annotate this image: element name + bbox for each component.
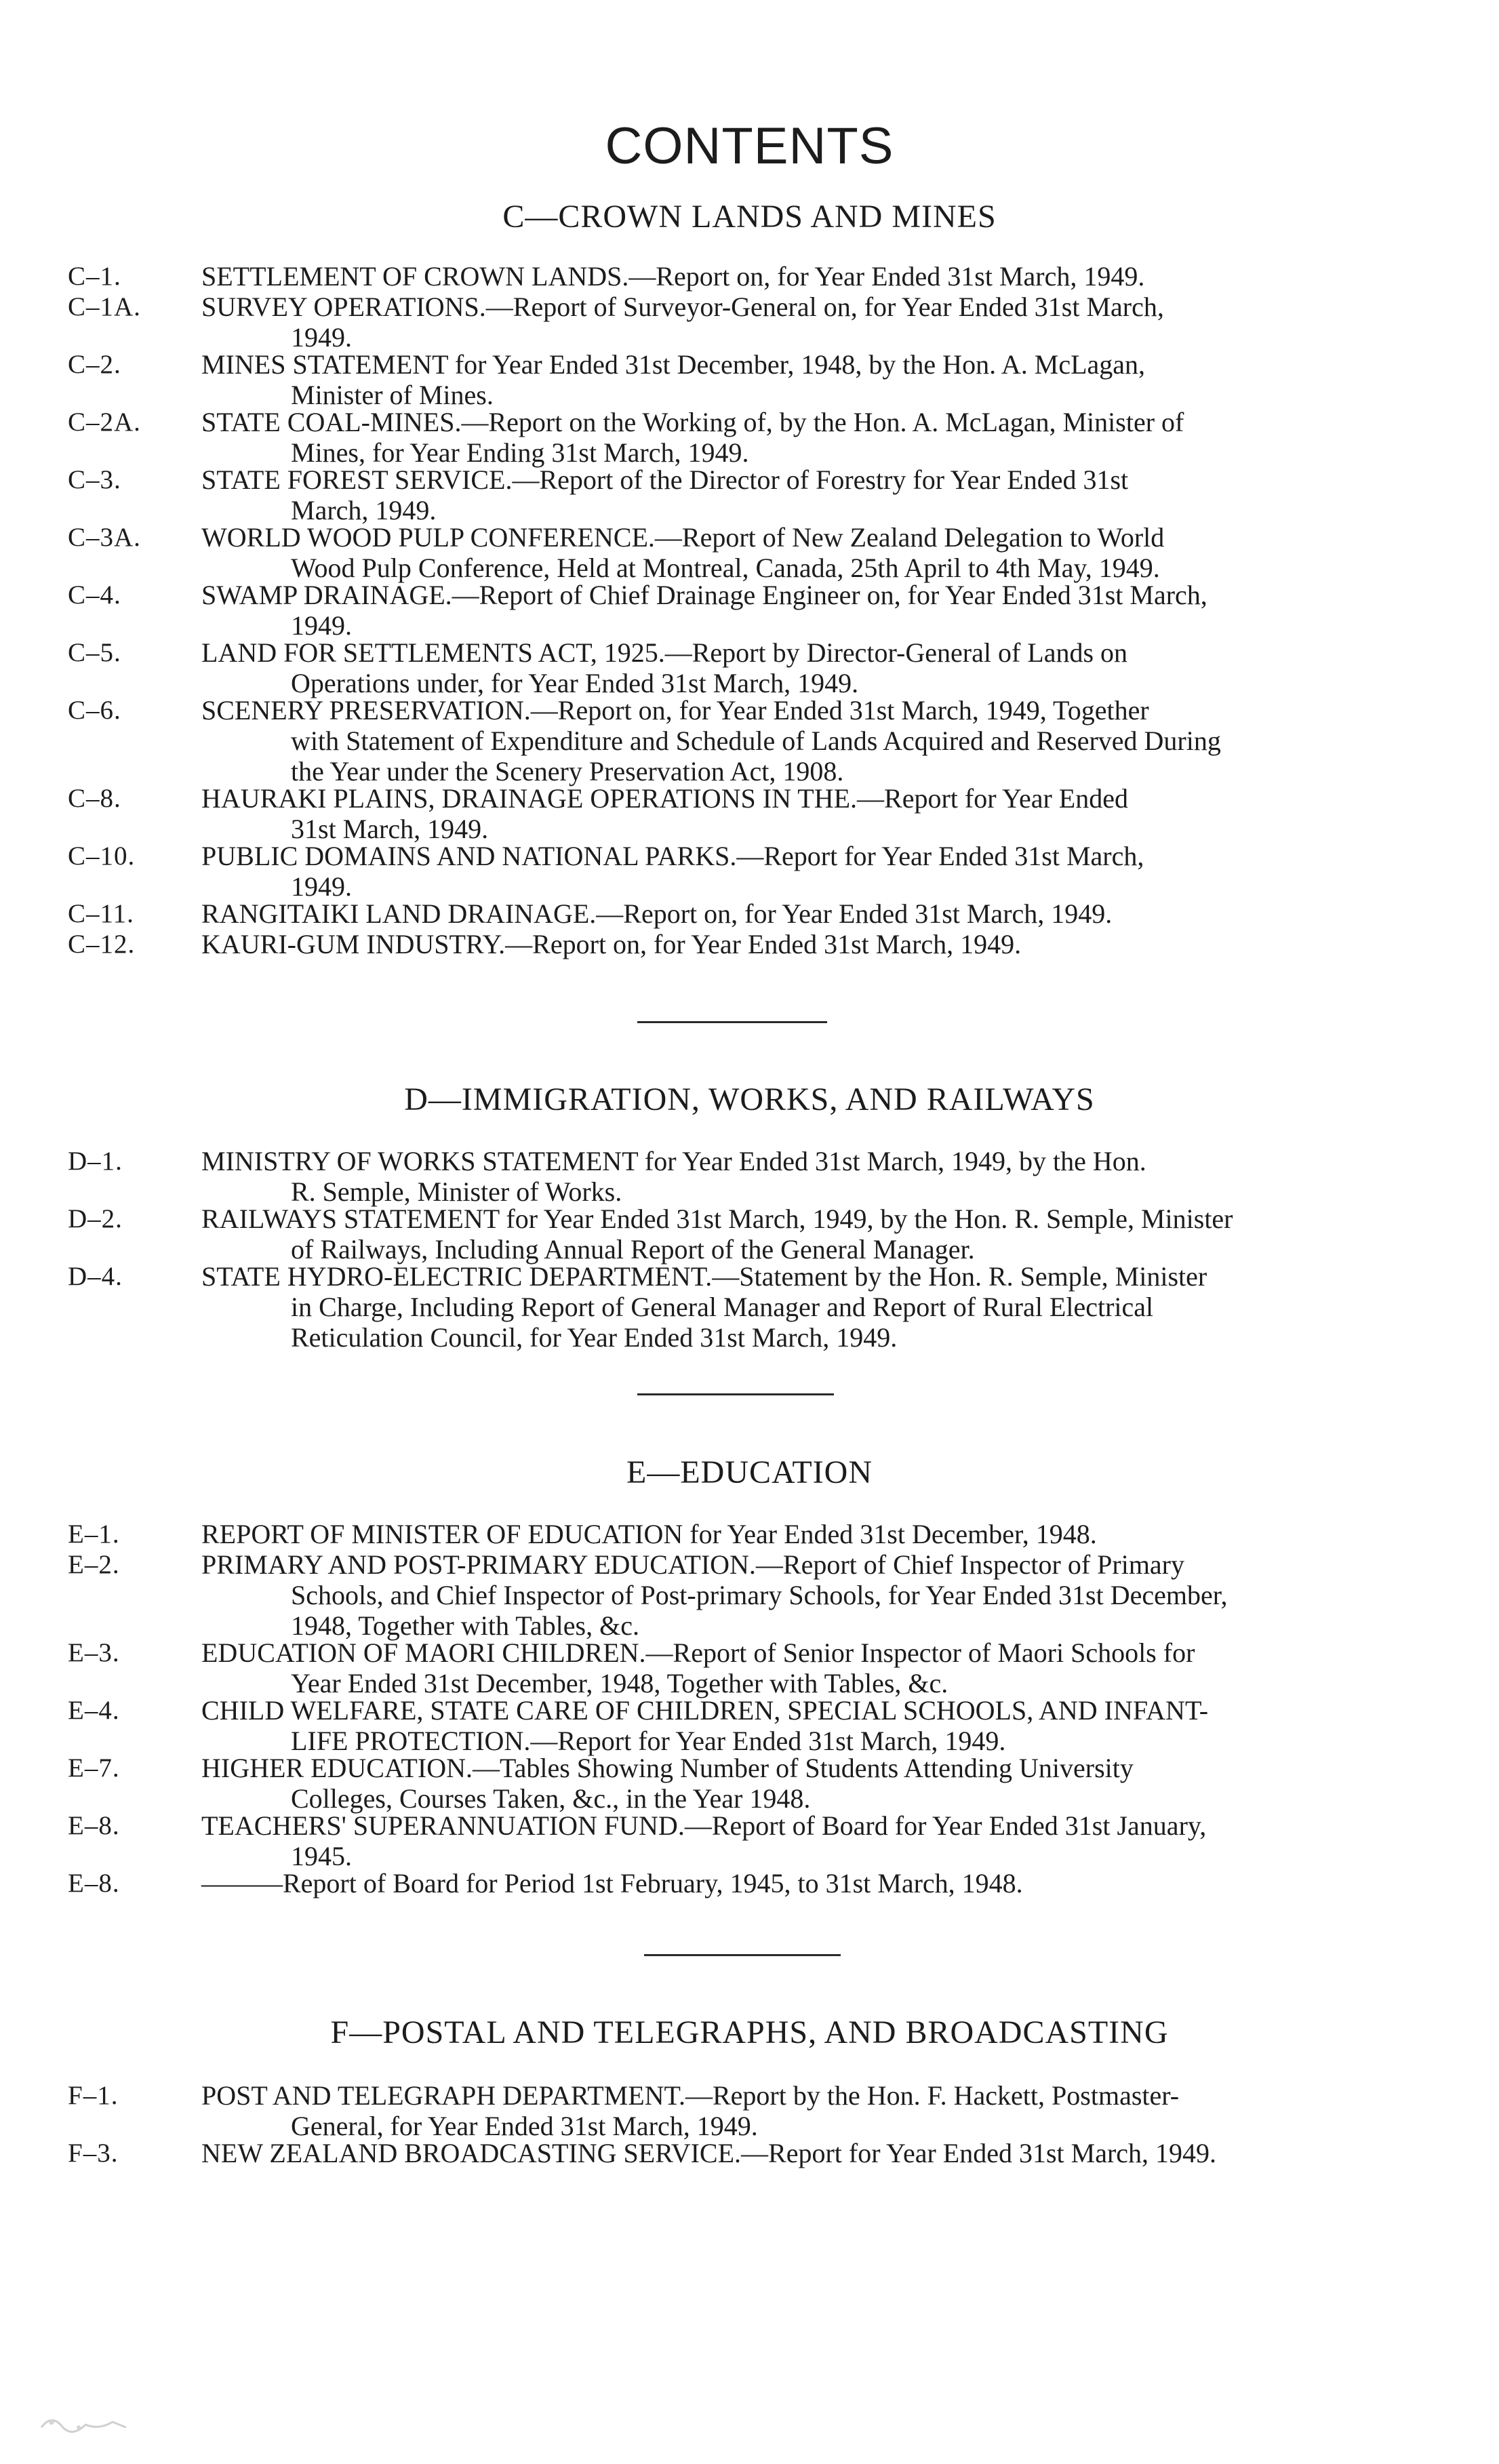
entry-code: C–6.: [68, 696, 121, 725]
entry-description: [201, 407, 1439, 468]
entry-line: STATE FOREST SERVICE.—Report of the Director of Forestry for Year Ended 31st: [201, 464, 1129, 495]
entry-line: Minister of Mines.: [291, 380, 494, 410]
entry-line: TEACHERS' SUPERANNUATION FUND.—Report of Board for Year Ended 31st January,: [201, 1810, 1207, 1841]
entry-line: 1949.: [291, 610, 352, 641]
print-smudge: [38, 2407, 133, 2434]
entry-description: [201, 929, 1439, 959]
entry-line: RANGITAIKI LAND DRAINAGE.—Report on, for Year Ended 31st March, 1949.: [201, 898, 1113, 929]
entry-line: March, 1949.: [291, 495, 437, 525]
entry-code: C–2A.: [68, 408, 141, 437]
entry-description: [201, 1146, 1439, 1207]
entry-code: C–1.: [68, 262, 121, 291]
entry-description: [201, 1204, 1439, 1265]
entry-line: in Charge, Including Report of General Manager and Report of Rural Electrical: [291, 1292, 1154, 1322]
entry-code: E–1.: [68, 1519, 120, 1549]
entry-line: STATE HYDRO-ELECTRIC DEPARTMENT.—Statement by the Hon. R. Semple, Minister: [201, 1261, 1207, 1292]
entry-line: R. Semple, Minister of Works.: [291, 1176, 622, 1207]
entry-line: MINISTRY OF WORKS STATEMENT for Year Ended 31st March, 1949, by the Hon.: [201, 1146, 1146, 1176]
entry-description: [201, 1868, 1439, 1899]
entry-description: [201, 2080, 1439, 2141]
entry-line: 1945.: [291, 1841, 352, 1871]
entry-line: LAND FOR SETTLEMENTS ACT, 1925.—Report by Director-General of Lands on: [201, 637, 1128, 668]
entry-line: with Statement of Expenditure and Schedule of Lands Acquired and Reserved During: [291, 726, 1221, 756]
entry-code: E–4.: [68, 1696, 120, 1725]
entry-line: Mines, for Year Ending 31st March, 1949.: [291, 437, 749, 468]
page-title: CONTENTS: [605, 117, 894, 175]
entry-code: F–3.: [68, 2139, 119, 2168]
entry-description: [201, 292, 1439, 353]
entry-line: the Year under the Scenery Preservation Act, 1908.: [291, 756, 844, 787]
entry-code: E–8.: [68, 1811, 120, 1840]
entry-description: [201, 1261, 1439, 1353]
entry-line: 1949.: [291, 871, 352, 902]
entry-line: POST AND TELEGRAPH DEPARTMENT.—Report by the Hon. F. Hackett, Postmaster-: [201, 2080, 1180, 2111]
entry-line: of Railways, Including Annual Report of the General Manager.: [291, 1234, 975, 1265]
entry-line: STATE COAL-MINES.—Report on the Working of, by the Hon. A. McLagan, Minister of: [201, 407, 1184, 437]
entry-description: [201, 1549, 1439, 1641]
entry-description: [201, 464, 1439, 525]
entry-code: C–4.: [68, 580, 121, 610]
entry-line: MINES STATEMENT for Year Ended 31st December, 1948, by the Hon. A. McLagan,: [201, 349, 1146, 380]
entry-code: C–1A.: [68, 292, 141, 321]
section-divider: [637, 1393, 834, 1395]
entry-code: C–11.: [68, 899, 134, 928]
entry-code: D–4.: [68, 1262, 123, 1291]
entry-line: PRIMARY AND POST-PRIMARY EDUCATION.—Report of Chief Inspector of Primary: [201, 1549, 1184, 1580]
section-heading: C—CROWN LANDS AND MINES: [502, 199, 997, 235]
entry-line: ———Report of Board for Period 1st February, 1945, to 31st March, 1948.: [201, 1868, 1023, 1899]
entry-code: C–2.: [68, 350, 121, 379]
entry-description: [201, 522, 1439, 583]
entry-description: [201, 580, 1439, 641]
entry-line: WORLD WOOD PULP CONFERENCE.—Report of New Zealand Delegation to World: [201, 522, 1165, 553]
entry-code: E–3.: [68, 1638, 120, 1667]
entry-code: C–8.: [68, 784, 121, 813]
section-divider: [637, 1021, 827, 1023]
entry-line: EDUCATION OF MAORI CHILDREN.—Report of Senior Inspector of Maori Schools for: [201, 1637, 1195, 1668]
entry-line: KAURI-GUM INDUSTRY.—Report on, for Year Ended 31st March, 1949.: [201, 929, 1022, 959]
entry-line: SETTLEMENT OF CROWN LANDS.—Report on, for Year Ended 31st March, 1949.: [201, 261, 1145, 292]
entry-line: PUBLIC DOMAINS AND NATIONAL PARKS.—Report for Year Ended 31st March,: [201, 841, 1144, 871]
section-divider: [644, 1954, 841, 1956]
entry-line: SURVEY OPERATIONS.—Report of Surveyor-General on, for Year Ended 31st March,: [201, 292, 1164, 322]
entry-code: E–2.: [68, 1550, 120, 1579]
entry-code: F–1.: [68, 2081, 119, 2110]
entry-line: SCENERY PRESERVATION.—Report on, for Year Ended 31st March, 1949, Together: [201, 695, 1149, 726]
entry-line: Schools, and Chief Inspector of Post-primary Schools, for Year Ended 31st December,: [291, 1580, 1228, 1610]
entry-description: [201, 261, 1439, 292]
entry-line: 1948, Together with Tables, &c.: [291, 1610, 639, 1641]
entry-description: [201, 349, 1439, 410]
entry-line: Colleges, Courses Taken, &c., in the Year 1948.: [291, 1783, 811, 1814]
entry-description: [201, 1695, 1439, 1756]
entry-code: D–1.: [68, 1147, 123, 1176]
section-heading: D—IMMIGRATION, WORKS, AND RAILWAYS: [404, 1081, 1095, 1117]
entry-line: Wood Pulp Conference, Held at Montreal, Canada, 25th April to 4th May, 1949.: [291, 553, 1160, 583]
entry-description: [201, 637, 1439, 698]
entry-line: Year Ended 31st December, 1948, Together with Tables, &c.: [291, 1668, 948, 1698]
entry-line: HAURAKI PLAINS, DRAINAGE OPERATIONS IN THE.—Report for Year Ended: [201, 783, 1128, 814]
entry-code: C–3A.: [68, 523, 141, 552]
section-heading: E—EDUCATION: [626, 1454, 873, 1490]
entry-line: Operations under, for Year Ended 31st March, 1949.: [291, 668, 859, 698]
entry-line: 31st March, 1949.: [291, 814, 489, 844]
entry-description: [201, 1753, 1439, 1814]
entry-code: C–10.: [68, 841, 136, 871]
entry-code: D–2.: [68, 1204, 123, 1233]
entry-code: E–8.: [68, 1869, 120, 1898]
entry-code: C–5.: [68, 638, 121, 667]
entry-line: REPORT OF MINISTER OF EDUCATION for Year Ended 31st December, 1948.: [201, 1519, 1097, 1549]
entry-description: [201, 783, 1439, 844]
entry-line: LIFE PROTECTION.—Report for Year Ended 31st March, 1949.: [291, 1726, 1006, 1756]
entry-line: RAILWAYS STATEMENT for Year Ended 31st March, 1949, by the Hon. R. Semple, Minister: [201, 1204, 1233, 1234]
entry-line: SWAMP DRAINAGE.—Report of Chief Drainage Engineer on, for Year Ended 31st March,: [201, 580, 1207, 610]
entry-code: E–7.: [68, 1753, 120, 1783]
entry-description: [201, 1810, 1439, 1871]
entry-description: [201, 841, 1439, 902]
entry-description: [201, 695, 1439, 787]
entry-description: [201, 2138, 1439, 2168]
entry-description: [201, 1637, 1439, 1698]
entry-description: [201, 898, 1439, 929]
entry-code: C–12.: [68, 930, 136, 959]
entry-line: General, for Year Ended 31st March, 1949.: [291, 2111, 758, 2141]
entry-line: NEW ZEALAND BROADCASTING SERVICE.—Report for Year Ended 31st March, 1949.: [201, 2138, 1217, 2168]
entry-code: C–3.: [68, 465, 121, 494]
entry-line: 1949.: [291, 322, 352, 353]
entry-line: HIGHER EDUCATION.—Tables Showing Number of Students Attending University: [201, 1753, 1134, 1783]
entry-line: CHILD WELFARE, STATE CARE OF CHILDREN, SPECIAL SCHOOLS, AND INFANT-: [201, 1695, 1209, 1726]
entry-description: [201, 1519, 1439, 1549]
section-heading: F—POSTAL AND TELEGRAPHS, AND BROADCASTING: [330, 2014, 1169, 2050]
entry-line: Reticulation Council, for Year Ended 31st March, 1949.: [291, 1322, 898, 1353]
